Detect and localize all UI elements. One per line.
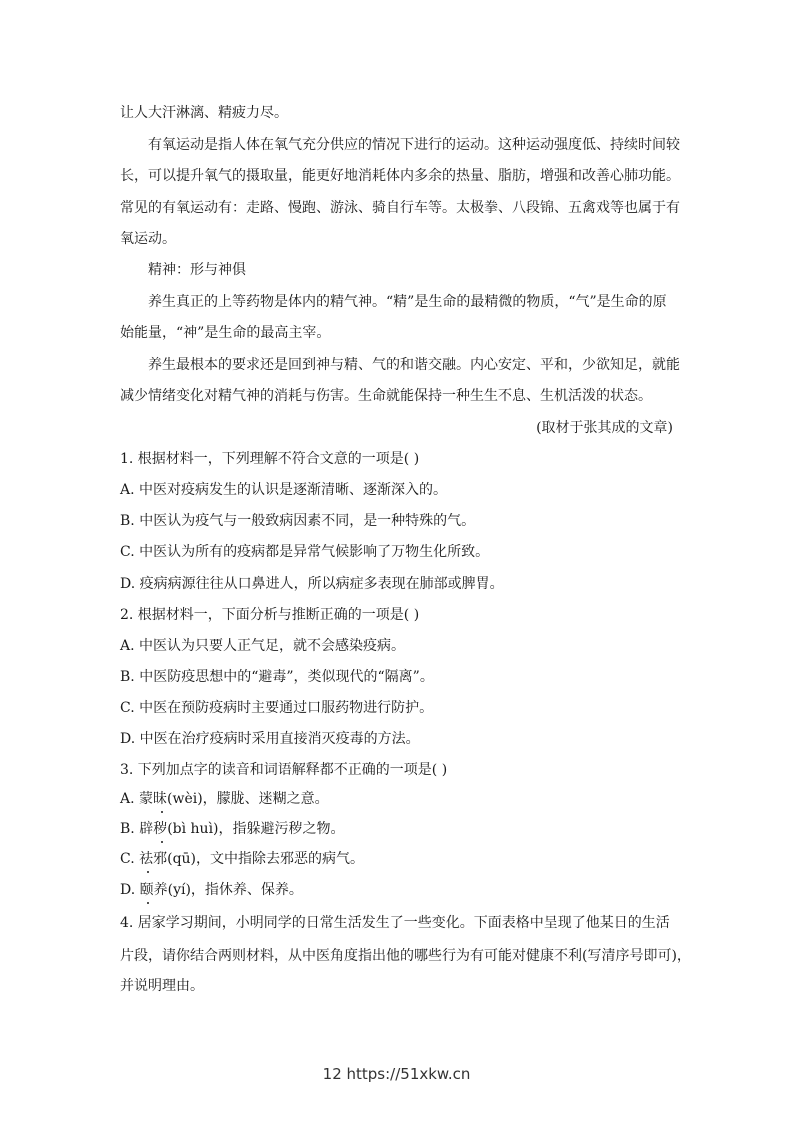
- question-1-stem: 1. 根据材料一，下列理解不符合文意的一项是( ): [120, 451, 420, 467]
- emphasis-dot: [161, 841, 163, 843]
- paragraph-line: 养生最根本的要求还是回到神与精、气的和谐交融。内心安定、平和，少欲知足，就能: [148, 357, 680, 373]
- section-heading: 精神：形与神俱: [148, 262, 246, 278]
- source-citation: (取材于张其成的文章): [536, 420, 673, 436]
- question-2-option-a: A. 中医认为只要人正气足，就不会感染疫病。: [120, 638, 406, 654]
- question-3-option-a: A. 蒙昧(wèi)，朦胧、迷糊之意。: [120, 791, 329, 807]
- paragraph-line: 始能量，“神”是生命的最高主宰。: [120, 325, 331, 341]
- question-2-stem: 2. 根据材料一，下面分析与推断正确的一项是( ): [120, 607, 420, 623]
- question-1-option-d: D. 疫病病源往往从口鼻进人，所以病症多表现在肺部或脾胃。: [120, 576, 504, 592]
- question-4-line: 并说明理由。: [120, 978, 204, 994]
- question-4-line: 片段，请你结合两则材料，从中医角度指出他的哪些行为有可能对健康不利(写清序号即可)，: [120, 948, 691, 964]
- question-3-option-d: D. 颐养(yí)，指休养、保养。: [120, 882, 303, 898]
- paragraph-line: 常见的有氧运动有：走路、慢跑、游泳、骑自行车等。太极拳、八段锦、五禽戏等也属于有: [120, 200, 680, 216]
- question-2-option-d: D. 中医在治疗疫病时采用直接消灭疫毒的方法。: [120, 731, 420, 747]
- question-1-option-a: A. 中医对疫病发生的认识是逐渐清晰、逐渐深入的。: [120, 482, 448, 498]
- emphasis-dot: [147, 902, 149, 904]
- paragraph-line: 减少情绪变化对精气神的消耗与伤害。生命就能保持一种生生不息、生机活泼的状态。: [120, 388, 652, 404]
- question-3-stem: 3. 下列加点字的读音和词语解释都不正确的一项是( ): [120, 762, 448, 778]
- question-4-line: 4. 居家学习期间，小明同学的日常生活发生了一些变化。下面表格中呈现了他某日的生活: [120, 915, 670, 931]
- paragraph-line: 长，可以提升氧气的摄取量，能更好地消耗体内多余的热量、脂肪，增强和改善心肺功能。: [120, 168, 680, 184]
- question-1-option-c: C. 中医认为所有的疫病都是异常气候影响了万物生化所致。: [120, 544, 490, 560]
- question-3-option-c: C. 祛邪(qū)，文中指除去邪恶的病气。: [120, 851, 365, 867]
- emphasis-dot: [161, 811, 163, 813]
- emphasis-dot: [147, 871, 149, 873]
- question-2-option-c: C. 中医在预防疫病时主要通过口服药物进行防护。: [120, 700, 434, 716]
- question-2-option-b: B. 中医防疫思想中的“避毒”，类似现代的“隔离”。: [120, 669, 434, 685]
- question-3-option-b: B. 辟秽(bì huì)，指躲避污秽之物。: [120, 821, 345, 837]
- paragraph-line: 有氧运动是指人体在氧气充分供应的情况下进行的运动。这种运动强度低、持续时间较: [148, 137, 680, 153]
- paragraph-line: 让人大汗淋漓、精疲力尽。: [120, 105, 288, 121]
- paragraph-line: 氧运动。: [120, 231, 176, 247]
- page-footer: 12 https://51xkw.cn: [322, 1065, 471, 1083]
- question-1-option-b: B. 中医认为疫气与一般致病因素不同，是一种特殊的气。: [120, 513, 476, 529]
- paragraph-line: 养生真正的上等药物是体内的精气神。“精”是生命的最精微的物质，“气”是生命的原: [148, 294, 667, 310]
